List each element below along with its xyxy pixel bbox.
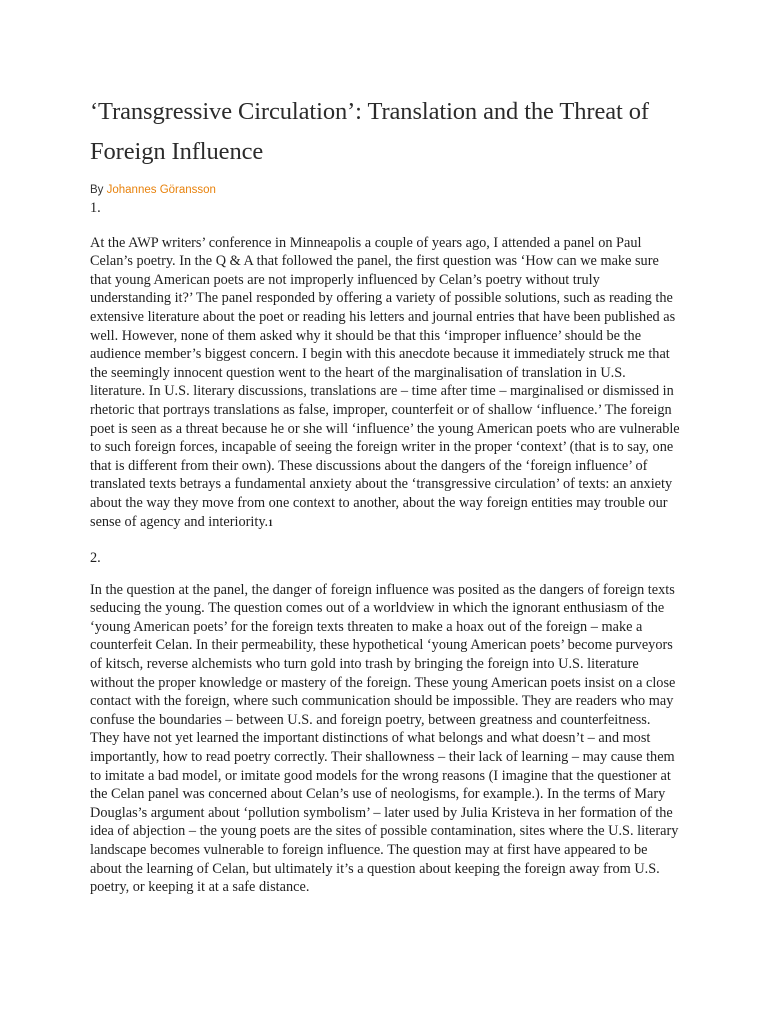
article-title: ‘Transgressive Circulation’: Translation and the Threat of Foreign Influence bbox=[90, 98, 649, 165]
byline bbox=[90, 183, 680, 197]
author-link[interactable]: Johannes Göransson bbox=[106, 184, 216, 196]
footnote-link[interactable]: 1 bbox=[268, 518, 273, 529]
section-number-2: 2. bbox=[90, 550, 101, 567]
paragraph-2: In the question at the panel, the danger of foreign influence was posited as the dangers of foreign texts seducing the young. The question comes out of a worldview in which the ignorant enthusiasm of the ‘young American poets’ for the foreign texts threaten to make a hoax out of the foreign – make a counterfeit Celan. In their permeability, these hypothetical ‘young American poets’ become purveyors of kitsch, reverse alchemists who turn gold into trash by bringing the foreign into U.S. literature without the proper knowledge or mastery of the foreign. These young American poets insist on a close contact with the foreign, where such communication should be impossible. They are readers who may confuse the boundaries – between U.S. and foreign poetry, between greatness and counterfeitness. They have not yet learned the important distinctions of what belongs and what doesn’t – and most importantly, how to read poetry correctly. Their shallowness – their lack of learning – may cause them to imitate a bad model, or imitate good models for the wrong reasons (I imagine that the questioner at the Celan panel was concerned about Celan’s use of neologisms, for example.). In the terms of Mary Douglas’s argument about ‘pollution symbolism’ – later used by Julia Kristeva in her formation of the idea of abjection – the young poets are the sites of possible contamination, sites where the U.S. literary landscape becomes vulnerable to foreign influence. The question may at first have appeared to be about the learning of Celan, but ultimately it’s a question about keeping the foreign away from U.S. poetry, or keeping it at a safe distance. bbox=[90, 581, 679, 896]
paragraph-1-text: At the AWP writers’ conference in Minneapolis a couple of years ago, I attended a panel on Paul Celan’s poetry. In the Q & A that followed the panel, the first question was ‘How can we make sure that young American poets are not improperly influenced by Celan’s poetry without truly understanding it?’ The panel responded by offering a variety of possible solutions, such as reading the extensive literature about the poet or reading his letters and journal entries that have been published as well. However, none of them asked why it should be that this ‘improper influence’ should be the audience member’s biggest concern. I begin with this anecdote because it immediately struck me that the seemingly innocent question went to the heart of the marginalisation of translation in U.S. literature. In U.S. literary discussions, translations are – time after time – marginalised or dismissed in rhetoric that portrays translations as false, improper, counterfeit or of shallow ‘influence.’ The foreign poet is seen as a threat because he or she will ‘influence’ the young American poets who are vulnerable to such foreign forces, incapable of seeing the foreign writer in the proper ‘context’ (that is to say, one that is different from their own). These discussions about the dangers of the ‘foreign influence’ of translated texts betrays a fundamental anxiety about the ‘transgressive circulation’ of texts: an anxiety about the way they move from one context to another, about the way foreign entities may trouble our sense of agency and interiority. bbox=[90, 234, 680, 530]
article bbox=[90, 92, 680, 897]
paragraph-1 bbox=[90, 234, 680, 534]
byline-label: By bbox=[90, 184, 104, 196]
section-number-1: 1. bbox=[90, 200, 101, 216]
